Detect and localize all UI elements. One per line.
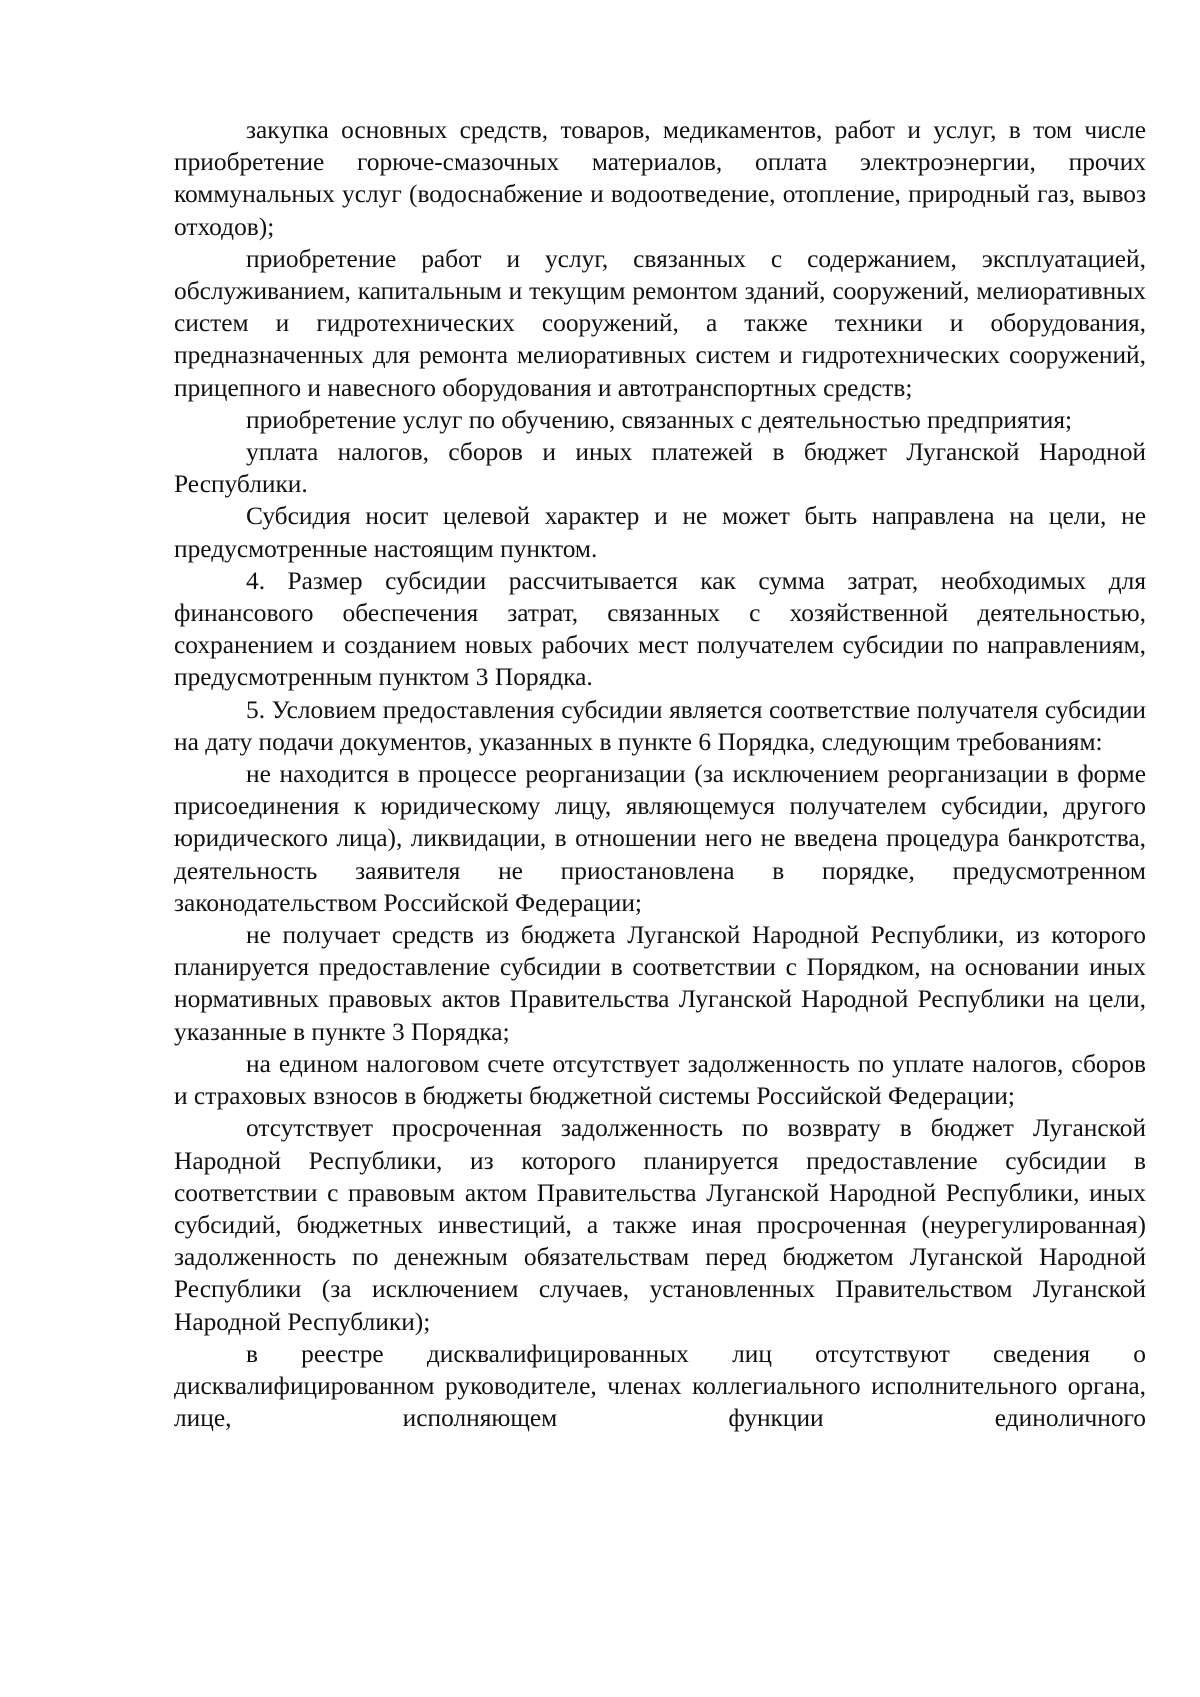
paragraph-no-other-funds: не получает средств из бюджета Луганской Народной Республики, из которого планируется предоставление субсидии в соответствии с Порядком, на основании иных нормативных правовых актов Правительства Луганской Народной Республики на цели, указанные в пункте 3 Порядка; [174,921,1146,1046]
paragraph-purchase-works-services: приобретение работ и услуг, связанных с содержанием, эксплуатацией, обслуживанием, капитальным и текущим ремонтом зданий, сооружений, мелиоративных систем и гидротехнических сооружений, а также техники и оборудования, предназначенных для ремонта мелиоративных систем и гидротехнических сооружений, прицепного и навесного оборудования и автотранспортных средств; [174,244,1146,402]
paragraph-no-tax-debt: на едином налоговом счете отсутствует задолженность по уплате налогов, сборов и страховых взносов в бюджеты бюджетной системы Российской Федерации; [174,1049,1146,1111]
paragraph-no-overdue-debt: отсутствует просроченная задолженность по возврату в бюджет Луганской Народной Республики, из которого планируется предоставление субсидии в соответствии с правовым актом Правительства Луганской Народной Республики, иных субсидий, бюджетных инвестиций, а также иная просроченная (неурегулированная) задолженность по денежным обязательствам перед бюджетом Луганской Народной Республики (за исключением случаев, установленных Правительством Луганской Народной Республики); [174,1114,1146,1336]
paragraph-taxes-payment: уплата налогов, сборов и иных платежей в бюджет Луганской Народной Республики. [174,438,1146,499]
paragraph-item-5: 5. Условием предоставления субсидии является соответствие получателя субсидии на дату подачи документов, указанных в пункте 6 Порядка, следующим требованиям: [174,695,1146,756]
paragraph-disqualified-registry: в реестре дисквалифицированных лиц отсутствуют сведения о дисквалифицированном руководителе, членах коллегиального исполнительного органа, лице, исполняющем функции единоличного [174,1339,1146,1433]
paragraph-purchase-fixed-assets: закупка основных средств, товаров, медикаментов, работ и услуг, в том числе приобретение горюче-смазочных материалов, оплата электроэнергии, прочих коммунальных услуг (водоснабжение и водоотведение, отопление, природный газ, вывоз отходов); [174,116,1146,241]
paragraph-training-services: приобретение услуг по обучению, связанных с деятельностью предприятия; [246,405,1073,434]
paragraph-no-reorganization: не находится в процессе реорганизации (за исключением реорганизации в форме присоединения к юридическому лицу, являющемуся получателем субсидии, другого юридического лица), ликвидации, в отношении него не введена процедура банкротства, деятельность заявителя не приостановлена в порядке, предусмотренном законодательством Российской Федерации; [174,760,1146,917]
document-page [174,114,1146,1434]
paragraph-item-4: 4. Размер субсидии рассчитывается как сумма затрат, необходимых для финансового обеспечения затрат, связанных с хозяйственной деятельностью, сохранением и созданием новых рабочих мест получателем субсидии по направлениям, предусмотренным пунктом 3 Порядка. [174,566,1146,692]
paragraph-subsidy-purpose: Субсидия носит целевой характер и не может быть направлена на цели, не предусмотренные настоящим пунктом. [174,502,1146,563]
